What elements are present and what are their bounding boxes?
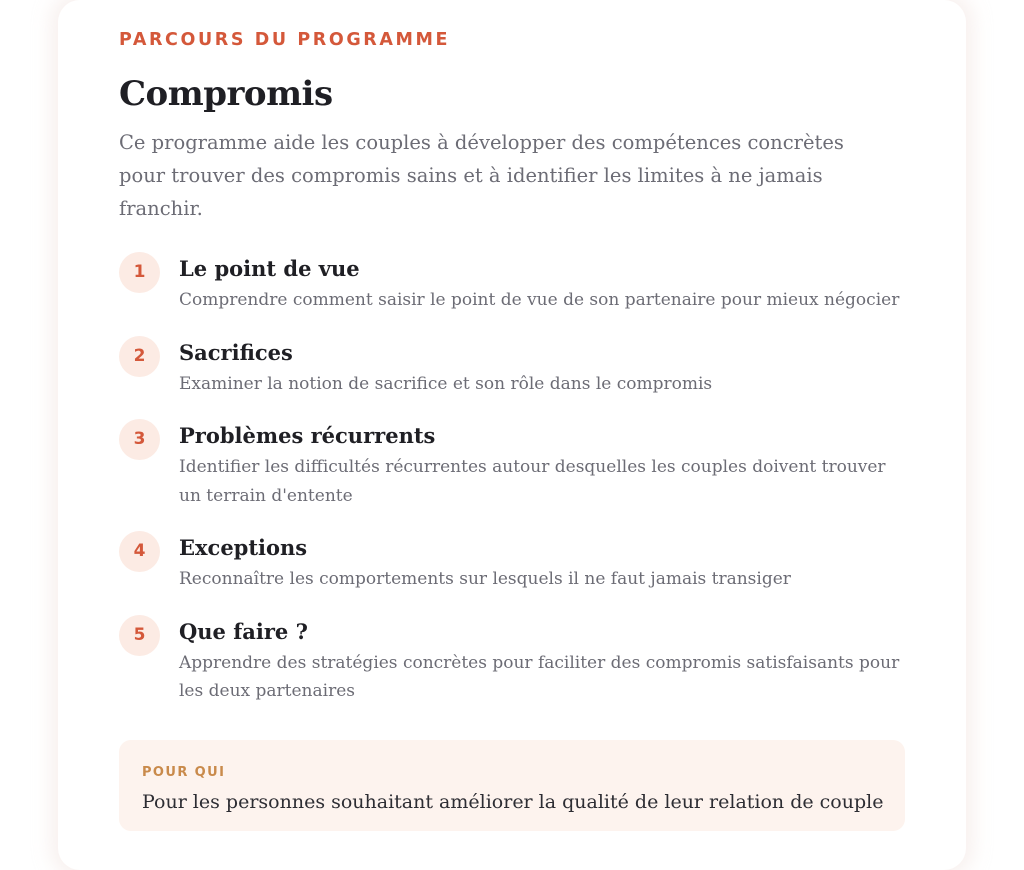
step-description: Apprendre des stratégies concrètes pour faciliter des compromis satisfaisants pour les deux partenaires (179, 652, 900, 701)
step-title: Sacrifices (179, 339, 293, 365)
step-item (119, 252, 905, 315)
step-number-badge: 4 (119, 531, 160, 572)
program-steps (119, 252, 905, 727)
step-item (119, 531, 905, 594)
section-eyebrow: PARCOURS DU PROGRAMME (119, 30, 451, 50)
step-item (119, 336, 905, 399)
step-number-badge: 3 (119, 419, 160, 460)
step-title: Que faire ? (179, 618, 308, 644)
step-number-badge: 5 (119, 615, 160, 656)
step-title: Exceptions (179, 535, 308, 560)
step-description: Comprendre comment saisir le point de vue de son partenaire pour mieux négocier (179, 290, 900, 310)
step-number-badge: 2 (119, 336, 160, 377)
step-number-badge: 1 (119, 252, 160, 293)
step-description: Identifier les difficultés récurrentes autour desquelles les couples doivent trouver un terrain d'entente (179, 457, 886, 506)
step-title: Problèmes récurrents (179, 423, 436, 448)
target-audience-text: Pour les personnes souhaitant améliorer la qualité de leur relation de couple (142, 791, 884, 813)
program-card (58, 0, 966, 870)
step-description: Reconnaître les comportements sur lesquels il ne faut jamais transiger (179, 569, 791, 589)
program-title: Compromis (119, 74, 333, 114)
step-item (119, 419, 905, 510)
program-description: Ce programme aide les couples à développer des compétences concrètes pour trouver des compromis sains et à identifier les limites à ne jamais franchir. (119, 131, 844, 220)
step-item (119, 615, 905, 706)
target-audience-label: POUR QUI (142, 765, 226, 780)
step-title: Le point de vue (179, 256, 360, 281)
step-description: Examiner la notion de sacrifice et son rôle dans le compromis (179, 373, 713, 394)
target-audience-box (119, 740, 905, 831)
